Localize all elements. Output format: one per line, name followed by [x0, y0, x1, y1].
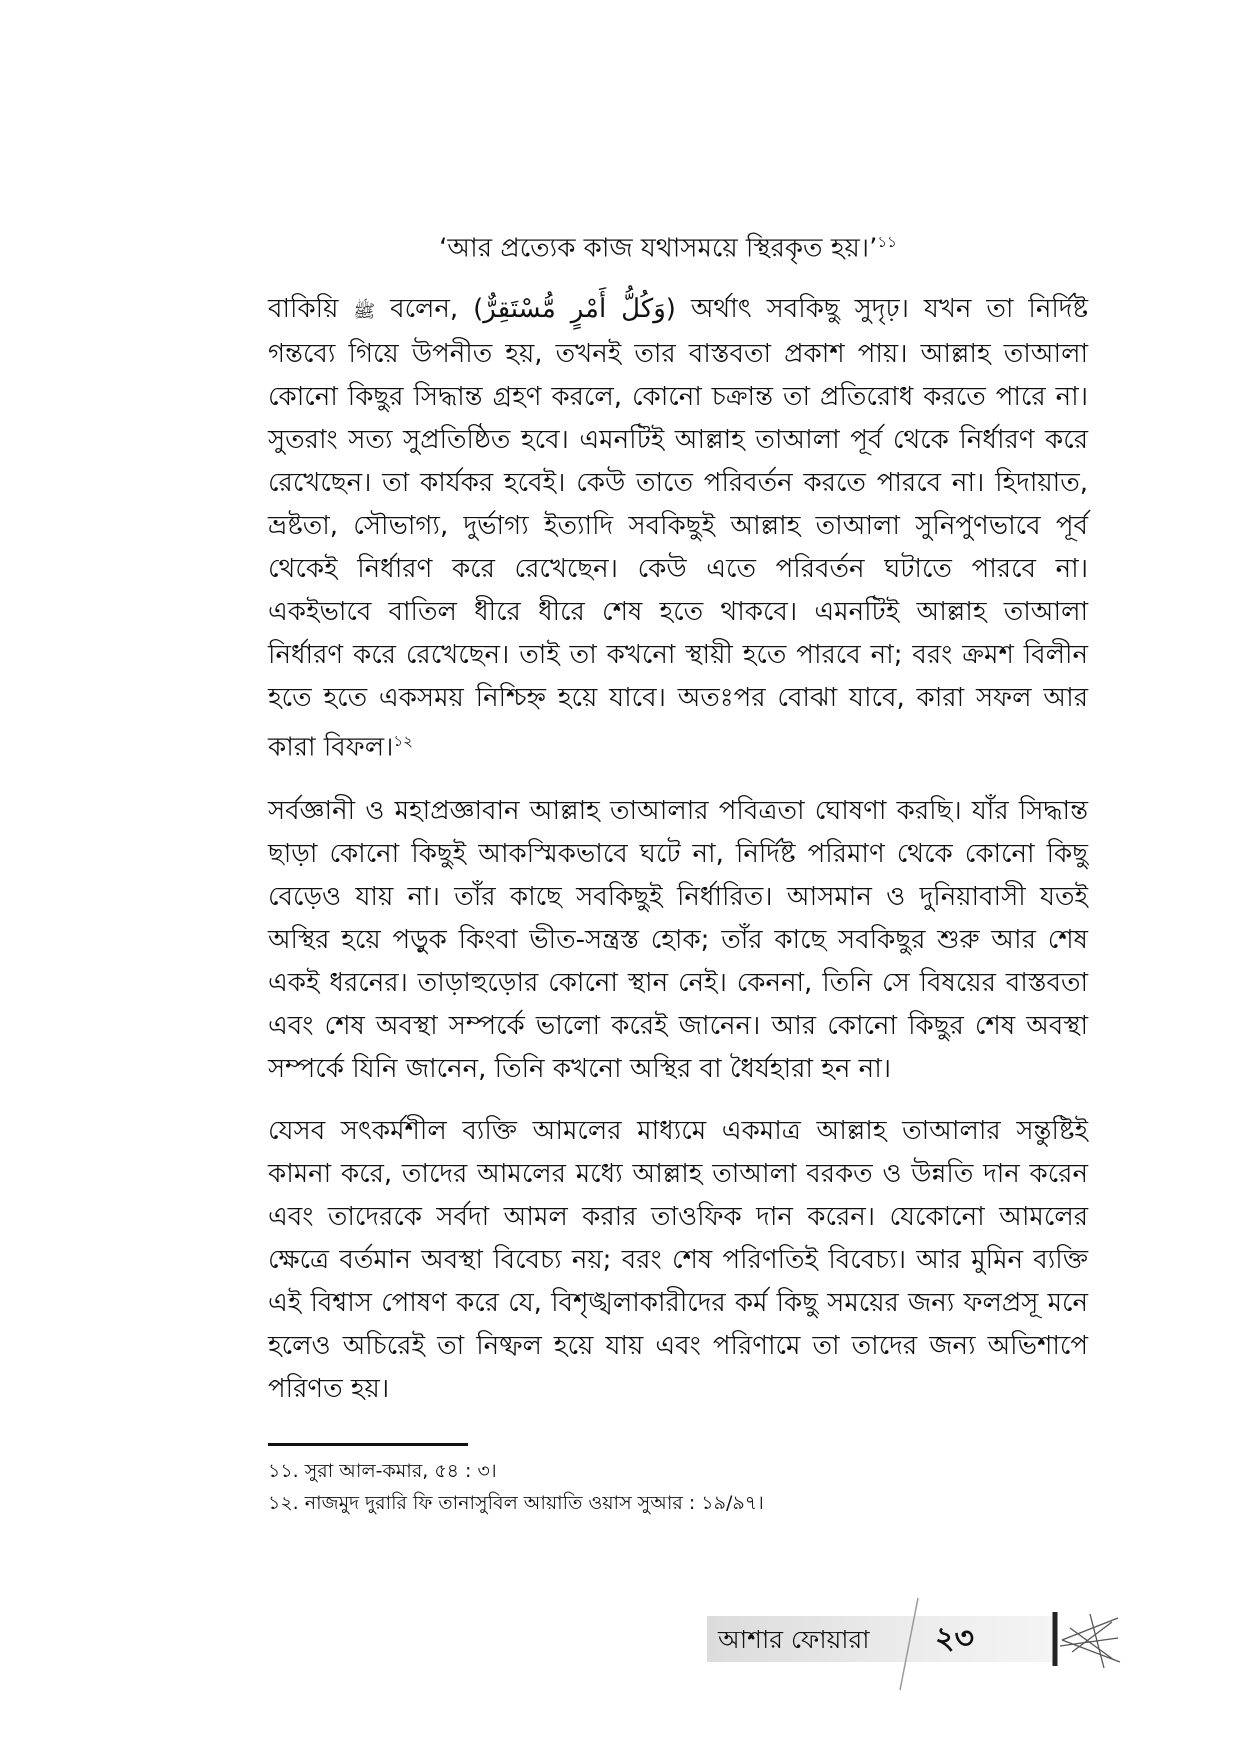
paragraph-1-said: বলেন, (: [390, 294, 484, 324]
paragraph-2-text: সর্বজ্ঞানী ও মহাপ্রজ্ঞাবান আল্লাহ তাআলার পবিত্রতা ঘোষণা করছি। যাঁর সিদ্ধান্ত ছাড়া কোনো কিছুই আকস্মিকভাবে ঘটে না, নির্দিষ্ট পরিমাণ থেকে কোনো কিছু বেড়েও যায় না। তাঁর কাছে সবকিছুই নির্ধারিত। আসমান ও দুনিয়াবাসী যতই অস্থির হয়ে পড়ুক কিংবা ভীত-সন্ত্রস্ত হোক; তাঁর কাছে সবকিছুর শুরু আর শেষ একই ধরনের। তাড়াহুড়োর কোনো স্থান নেই। কেননা, তিনি সে বিষয়ের বাস্তবতা এবং শেষ অবস্থা সম্পর্কে ভালো করেই জানেন। আর কোনো কিছুর শেষ অবস্থা সম্পর্কে যিনি জানেন, তিনি কখনো অস্থির বা ধৈর্যহারা হন না।: [268, 796, 1088, 1084]
quote-text: ‘আর প্রত্যেক কাজ যথাসময়ে স্থিরকৃত হয়।’: [439, 233, 878, 264]
page-number: ২৩: [935, 1621, 975, 1656]
footnote-11: ১১. সুরা আল-কমার, ৫৪ : ৩।: [268, 1460, 497, 1482]
book-title: আশার ফোয়ারা: [718, 1625, 870, 1654]
scribble-ornament: [1060, 1614, 1120, 1668]
paragraph-1-rest: ) অর্থাৎ সবকিছু সুদৃঢ়। যখন তা নির্দিষ্ট গন্তব্যে গিয়ে উপনীত হয়, তখনই তার বাস্তবতা প্রকাশ পায়। আল্লাহ তাআলা কোনো কিছুর সিদ্ধান্ত গ্রহণ করলে, কোনো চক্রান্ত তা প্রতিরোধ করতে পারে না। সুতরাং সত্য সুপ্রতিষ্ঠিত হবে। এমনটিই আল্লাহ তাআলা পূর্ব থেকে নির্ধারণ করে রেখেছেন। তা কার্যকর হবেই। কেউ তাতে পরিবর্তন করতে পারবে না। হিদায়াত, ভ্রষ্টতা, সৌভাগ্য, দুর্ভাগ্য ইত্যাদি সবকিছুই আল্লাহ তাআলা সুনিপুণভাবে পূর্ব থেকেই নির্ধারণ করে রেখেছেন। কেউ এতে পরিবর্তন ঘটাতে পারবে না। একইভাবে বাতিল ধীরে ধীরে শেষ হতে থাকবে। এমনটিই আল্লাহ তাআলা নির্ধারণ করে রেখেছেন। তাই তা কখনো স্থায়ী হতে পারবে না; বরং ক্রমশ বিলীন হতে হতে একসময় নিশ্চিহ্ন হয়ে যাবে। অতঃপর বোঝা যাবে, কারা সফল আর কারা বিফল।: [268, 294, 1089, 763]
arabic-verse: وَكُلُّ أَمْرٍ مُّسْتَقِرٌّ: [483, 294, 666, 324]
slash-divider: [900, 1598, 918, 1690]
salutation-symbol: ﷺ: [353, 301, 376, 322]
footnote-ref-12: ১২: [393, 732, 413, 750]
footnote-ref-11: ১১: [877, 233, 897, 251]
footnote-12: ১২. নাজমুদ দুরারি ফি তানাসুবিল আয়াতি ওয়াস সুআর : ১৯/৯৭।: [268, 1492, 764, 1514]
paragraph-3-text: যেসব সৎকর্মশীল ব্যক্তি আমলের মাধ্যমে একমাত্র আল্লাহ তাআলার সন্তুষ্টিই কামনা করে, তাদের আমলের মধ্যে আল্লাহ তাআলা বরকত ও উন্নতি দান করেন এবং তাদেরকে সর্বদা আমল করার তাওফিক দান করেন। যেকোনো আমলের ক্ষেত্রে বর্তমান অবস্থা বিবেচ্য নয়; বরং শেষ পরিণতিই বিবেচ্য। আর মুমিন ব্যক্তি এই বিশ্বাস পোষণ করে যে, বিশৃঙ্খলাকারীদের কর্ম কিছু সময়ের জন্য ফলপ্রসূ মনে হলেও অচিরেই তা নিষ্ফল হয়ে যায় এবং পরিণামে তা তাদের জন্য অভিশাপে পরিণত হয়।: [268, 1116, 1088, 1404]
paragraph-1-lead: বাকিয়ি: [268, 294, 339, 324]
